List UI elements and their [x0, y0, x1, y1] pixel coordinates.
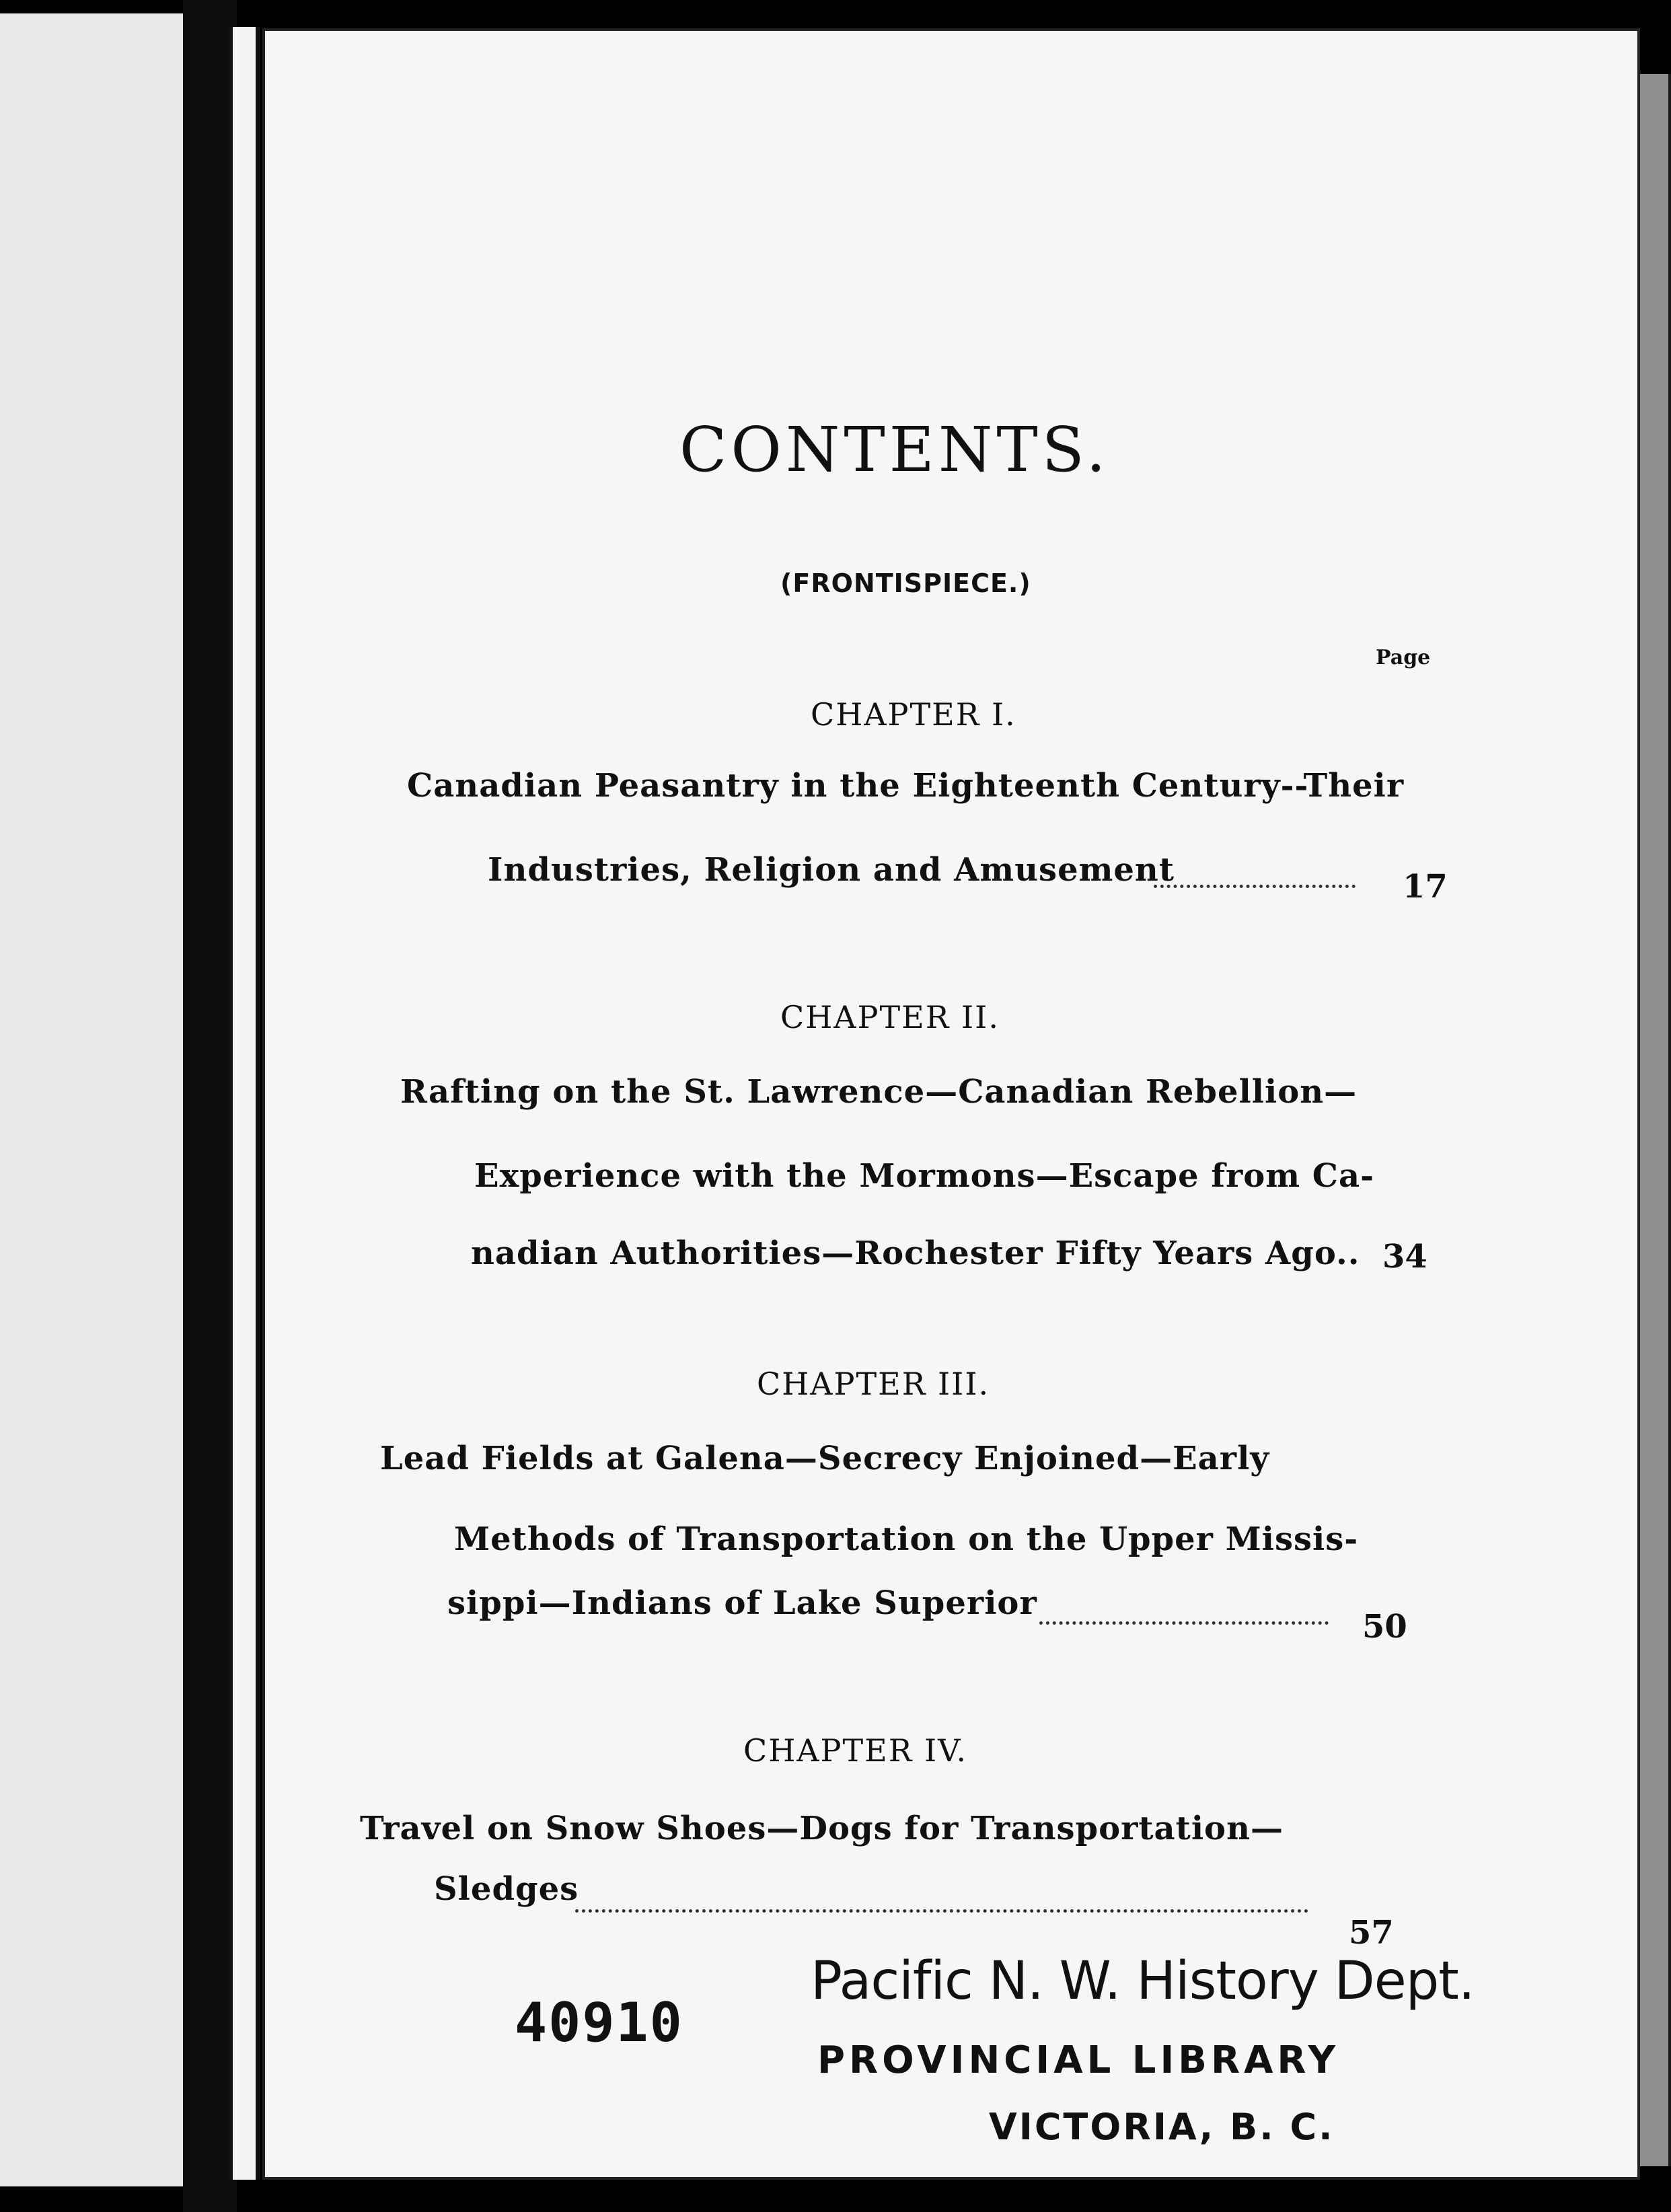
dot-leader [1154, 885, 1356, 888]
library-stamp-location: VICTORIA, B. C. [989, 2106, 1335, 2148]
library-stamp-name: PROVINCIAL LIBRARY [817, 2038, 1340, 2082]
facing-page [0, 13, 183, 2186]
dot-leader [575, 1909, 1308, 1913]
chapter-entry-line: nadian Authorities—Rochester Fifty Years Ago.. [471, 1234, 1360, 1272]
page-number: 50 [1362, 1608, 1407, 1646]
page-title: CONTENTS. [679, 414, 1110, 486]
chapter-heading: CHAPTER IV. [743, 1732, 967, 1769]
library-stamp-department: Pacific N. W. History Dept. [811, 1951, 1475, 2012]
frontispiece-note: (FRONTISPIECE.) [780, 568, 1031, 598]
chapter-entry-line: Sledges [434, 1870, 579, 1908]
chapter-heading: CHAPTER II. [780, 999, 1000, 1035]
chapter-entry-line: Methods of Transportation on the Upper Missis- [454, 1520, 1359, 1558]
accession-number-stamp: 40910 [515, 1991, 683, 2054]
chapter-entry-line: Experience with the Mormons—Escape from Ca- [474, 1157, 1374, 1195]
page-number: 57 [1349, 1914, 1394, 1952]
chapter-entry-line: Lead Fields at Galena—Secrecy Enjoined—Early [380, 1440, 1270, 1477]
page-column-label: Page [1376, 646, 1431, 669]
chapter-entry-line: Industries, Religion and Amusement [488, 851, 1175, 889]
page-edge-stack [1635, 74, 1671, 2166]
chapter-heading: CHAPTER I. [811, 696, 1016, 733]
page-gutter [229, 27, 260, 2180]
dot-leader [1039, 1621, 1329, 1625]
page-number: 34 [1382, 1238, 1427, 1276]
page-number: 17 [1403, 868, 1448, 906]
chapter-entry-line: Rafting on the St. Lawrence—Canadian Rebellion— [400, 1073, 1358, 1111]
chapter-heading: CHAPTER III. [757, 1366, 990, 1402]
chapter-entry-line: Canadian Peasantry in the Eighteenth Century--Their [407, 767, 1405, 805]
chapter-entry-line: Travel on Snow Shoes—Dogs for Transportation— [360, 1810, 1284, 1847]
chapter-entry-line: sippi—Indians of Lake Superior [447, 1584, 1037, 1622]
